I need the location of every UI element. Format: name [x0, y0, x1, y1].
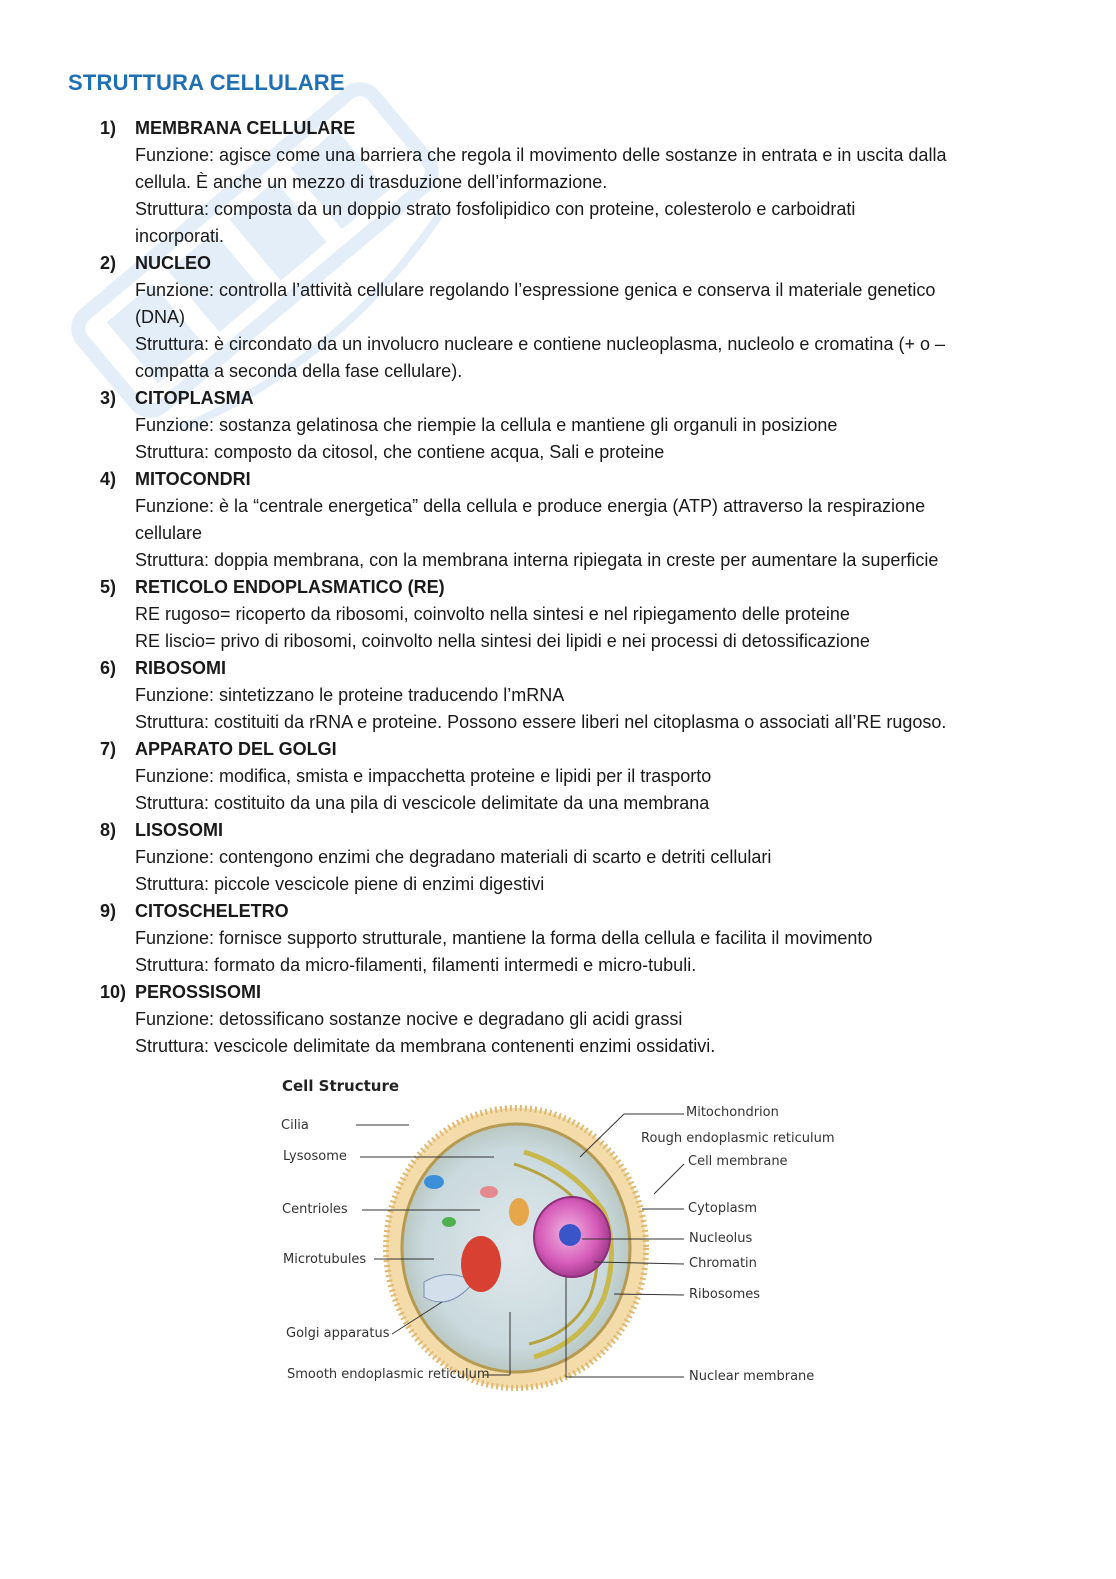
- section-ribosomi: [100, 655, 1040, 736]
- section-number: 7): [100, 739, 117, 759]
- section-line: Funzione: è la “centrale energetica” della cellula e produce energia (ATP) attraverso la respirazione: [135, 496, 926, 516]
- section-title: MEMBRANA CELLULARE: [135, 118, 356, 138]
- section-number: 1): [100, 118, 117, 138]
- section-line: Struttura: costituito da una pila di vescicole delimitate da una membrana: [135, 793, 710, 813]
- section-line: RE liscio= privo di ribosomi, coinvolto nella sintesi dei lipidi e nei processi di detossificazione: [135, 631, 870, 651]
- cell-structure-figure: [274, 1072, 840, 1402]
- section-title: PEROSSISOMI: [135, 982, 262, 1002]
- label-rough-er: Rough endoplasmic reticulum: [641, 1131, 835, 1146]
- section-line: Struttura: costituiti da rRNA e proteine. Possono essere liberi nel citoplasma o associati all’RE rugoso.: [135, 712, 947, 732]
- vesicle-shape: [480, 1186, 498, 1198]
- page-title: STRUTTURA CELLULARE: [68, 70, 345, 95]
- label-cilia: Cilia: [281, 1118, 309, 1133]
- lysosome-shape: [424, 1175, 444, 1189]
- section-reticolo-endoplasmatico: [100, 574, 1040, 655]
- section-number: 2): [100, 253, 117, 273]
- section-number: 8): [100, 820, 117, 840]
- label-nuclear-membrane: Nuclear membrane: [689, 1369, 815, 1384]
- section-membrana-cellulare: [100, 115, 1040, 250]
- section-lisosomi: [100, 817, 1040, 898]
- section-line: Struttura: vescicole delimitate da membrana contenenti enzimi ossidativi.: [135, 1036, 716, 1056]
- section-citoplasma: [100, 385, 1040, 466]
- cell-diagram: [274, 1072, 840, 1402]
- label-microtubules: Microtubules: [283, 1252, 367, 1267]
- label-chromatin: Chromatin: [689, 1256, 757, 1271]
- label-cytoplasm: Cytoplasm: [688, 1201, 758, 1216]
- label-centrioles: Centrioles: [282, 1202, 348, 1217]
- section-title: LISOSOMI: [135, 820, 224, 840]
- section-line: Struttura: composto da citosol, che contiene acqua, Sali e proteine: [135, 442, 665, 462]
- section-line: Struttura: composta da un doppio strato fosfolipidico con proteine, colesterolo e carboidrati: [135, 199, 856, 219]
- section-line: cellulare: [135, 523, 203, 543]
- section-line: Funzione: controlla l’attività cellulare regolando l’espressione genica e conserva il materiale genetico: [135, 280, 936, 300]
- section-number: 5): [100, 577, 117, 597]
- section-number: 4): [100, 469, 117, 489]
- section-number: 3): [100, 388, 117, 408]
- section-title: NUCLEO: [135, 253, 211, 273]
- section-title: CITOSCHELETRO: [135, 901, 289, 921]
- label-cell-membrane: Cell membrane: [688, 1154, 788, 1169]
- section-perossisomi: [100, 979, 1040, 1060]
- figure-title: Cell Structure: [282, 1077, 400, 1095]
- section-number: 10): [100, 982, 127, 1002]
- section-line: RE rugoso= ricoperto da ribosomi, coinvolto nella sintesi e nel ripiegamento delle proteine: [135, 604, 850, 624]
- section-title: RIBOSOMI: [135, 658, 227, 678]
- section-line: Struttura: doppia membrana, con la membrana interna ripiegata in creste per aumentare la superficie: [135, 550, 939, 570]
- section-line: Funzione: detossificano sostanze nocive e degradano gli acidi grassi: [135, 1009, 683, 1029]
- sections-list: [100, 115, 1040, 1060]
- section-line: Struttura: piccole vescicole piene di enzimi digestivi: [135, 874, 545, 894]
- section-apparato-del-golgi: [100, 736, 1040, 817]
- section-line: cellula. È anche un mezzo di trasduzione dell’informazione.: [135, 172, 608, 192]
- label-ribosomes: Ribosomes: [689, 1287, 761, 1302]
- section-line: incorporati.: [135, 226, 225, 246]
- section-line: Funzione: sostanza gelatinosa che riempie la cellula e mantiene gli organuli in posizione: [135, 415, 838, 435]
- centriole-shape: [442, 1217, 456, 1227]
- section-citoscheletro: [100, 898, 1040, 979]
- nucleolus-shape: [559, 1224, 581, 1246]
- section-line: (DNA): [135, 307, 185, 327]
- label-mitochondrion: Mitochondrion: [686, 1105, 779, 1120]
- label-lysosome: Lysosome: [283, 1149, 347, 1164]
- section-mitocondri: [100, 466, 1040, 574]
- section-line: Struttura: è circondato da un involucro nucleare e contiene nucleoplasma, nucleolo e cromatina (+ o –: [135, 334, 945, 354]
- section-line: Funzione: modifica, smista e impacchetta proteine e lipidi per il trasporto: [135, 766, 712, 786]
- section-title: MITOCONDRI: [135, 469, 251, 489]
- label-smooth-er: Smooth endoplasmic reticulum: [287, 1367, 490, 1382]
- section-nucleo: [100, 250, 1040, 385]
- section-title: RETICOLO ENDOPLASMATICO (RE): [135, 577, 445, 597]
- section-line: Funzione: fornisce supporto strutturale, mantiene la forma della cellula e facilita il movimento: [135, 928, 873, 948]
- section-line: Funzione: agisce come una barriera che regola il movimento delle sostanze in entrata e in uscita dalla: [135, 145, 947, 165]
- label-nucleolus: Nucleolus: [689, 1231, 753, 1246]
- vesicle-shape: [509, 1198, 529, 1226]
- section-line: Struttura: formato da micro-filamenti, filamenti intermedi e micro-tubuli.: [135, 955, 697, 975]
- section-line: compatta a seconda della fase cellulare).: [135, 361, 463, 381]
- section-title: CITOPLASMA: [135, 388, 254, 408]
- label-golgi-apparatus: Golgi apparatus: [286, 1326, 390, 1341]
- section-number: 9): [100, 901, 117, 921]
- section-title: APPARATO DEL GOLGI: [135, 739, 337, 759]
- mitochondrion-shape: [461, 1236, 501, 1292]
- section-line: Funzione: sintetizzano le proteine traducendo l’mRNA: [135, 685, 565, 705]
- section-line: Funzione: contengono enzimi che degradano materiali di scarto e detriti cellulari: [135, 847, 772, 867]
- section-number: 6): [100, 658, 117, 678]
